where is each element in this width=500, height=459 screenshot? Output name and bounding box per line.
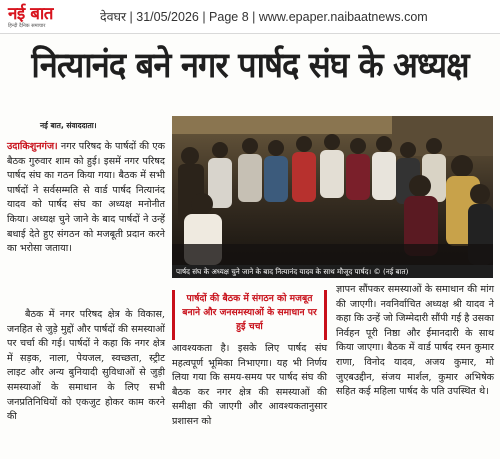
meeting-photo [172, 116, 493, 265]
article-headline: नित्यानंद बने नगर पार्षद संघ के अध्यक्ष [31, 46, 469, 86]
masthead [0, 0, 500, 34]
logo-tagline: हिन्दी दैनिक समाचार [8, 22, 46, 29]
newspaper-logo [8, 2, 90, 32]
pull-quote [172, 290, 327, 340]
pull-quote-text: पार्षदों की बैठक में संगठन को मजबूत बनाने और जनसमस्याओं के समाधान पर हुई चर्चा [182, 293, 317, 332]
dateline: उदाकिशुनगंज। [7, 141, 58, 152]
article-column-1-paragraph-1 [7, 140, 165, 257]
byline: नई बात, संवाददाता। [40, 121, 97, 130]
paragraph-text: नगर परिषद के पार्षदों की एक बैठक गुरुवार शाम को हुई। इसमें नगर परिषद पार्षद संघ का गठन किया गया। बैठक में सभी पार्षदों ने सर्वसम्मति से वार्ड पार्षद नित्यानंद यादव को पार्षद संघ का अध्यक्ष मनोनीत किया। अध्यक्ष चुने जाने के बाद पार्षदों ने उन्हें बधाई देते हुए संगठन को मजबूती प्रदान करने का भरोसा जताया। [7, 141, 165, 255]
photo-illustration [172, 116, 493, 265]
article-column-3: ज्ञापन सौंपकर समस्याओं के समाधान की मांग की जाएगी। नवनिर्वाचित अध्यक्ष श्री यादव ने कहा कि उन्हें जो जिम्मेदारी सौंपी गई है उसका निर्वहन पूरी निष्ठा और ईमानदारी के साथ किया जाएगा। बैठक में वार्ड पार्षद रमन कुमार राणा, विनोद यादव, अजय कुमार, मो जुएबउद्दीन, संजय मार्शल, कुमार अभिषेक सहित कई महिला पार्षद के पति उपस्थित थे। [336, 284, 494, 398]
photo-caption: पार्षद संघ के अध्यक्ष चुने जाने के बाद नित्यानंद यादव के साथ मौजूद पार्षद। © (नई बात) [172, 265, 493, 278]
article-column-1-paragraph-2: बैठक में नगर परिषद क्षेत्र के विकास, जनहित से जुड़े मुद्दों और पार्षदों की समस्याओं पर चर्चा की गई। पार्षदों ने कहा कि नगर क्षेत्र में सड़क, नाला, पेयजल, स्वच्छता, स्ट्रीट लाइट और अन्य बुनियादी सुविधाओं से जुड़ी समस्याओं के समाधान के लिए सभी जनप्रतिनिधियों को एकजुट होकर काम करने की [7, 309, 165, 423]
logo-text: नई बात [8, 3, 54, 24]
article-column-2: आवश्यकता है। इसके लिए पार्षद संघ महत्वपूर्ण भूमिका निभाएगा। यह भी निर्णय लिया गया कि समय-समय पर पार्षद संघ की बैठक कर नगर क्षेत्र की समस्याओं की समीक्षा की जाएगी और आवश्यकतानुसार प्रशासन को [172, 343, 327, 427]
edition-meta: देवघर | 31/05/2026 | Page 8 | www.epaper.naibaatnews.com [100, 10, 428, 24]
